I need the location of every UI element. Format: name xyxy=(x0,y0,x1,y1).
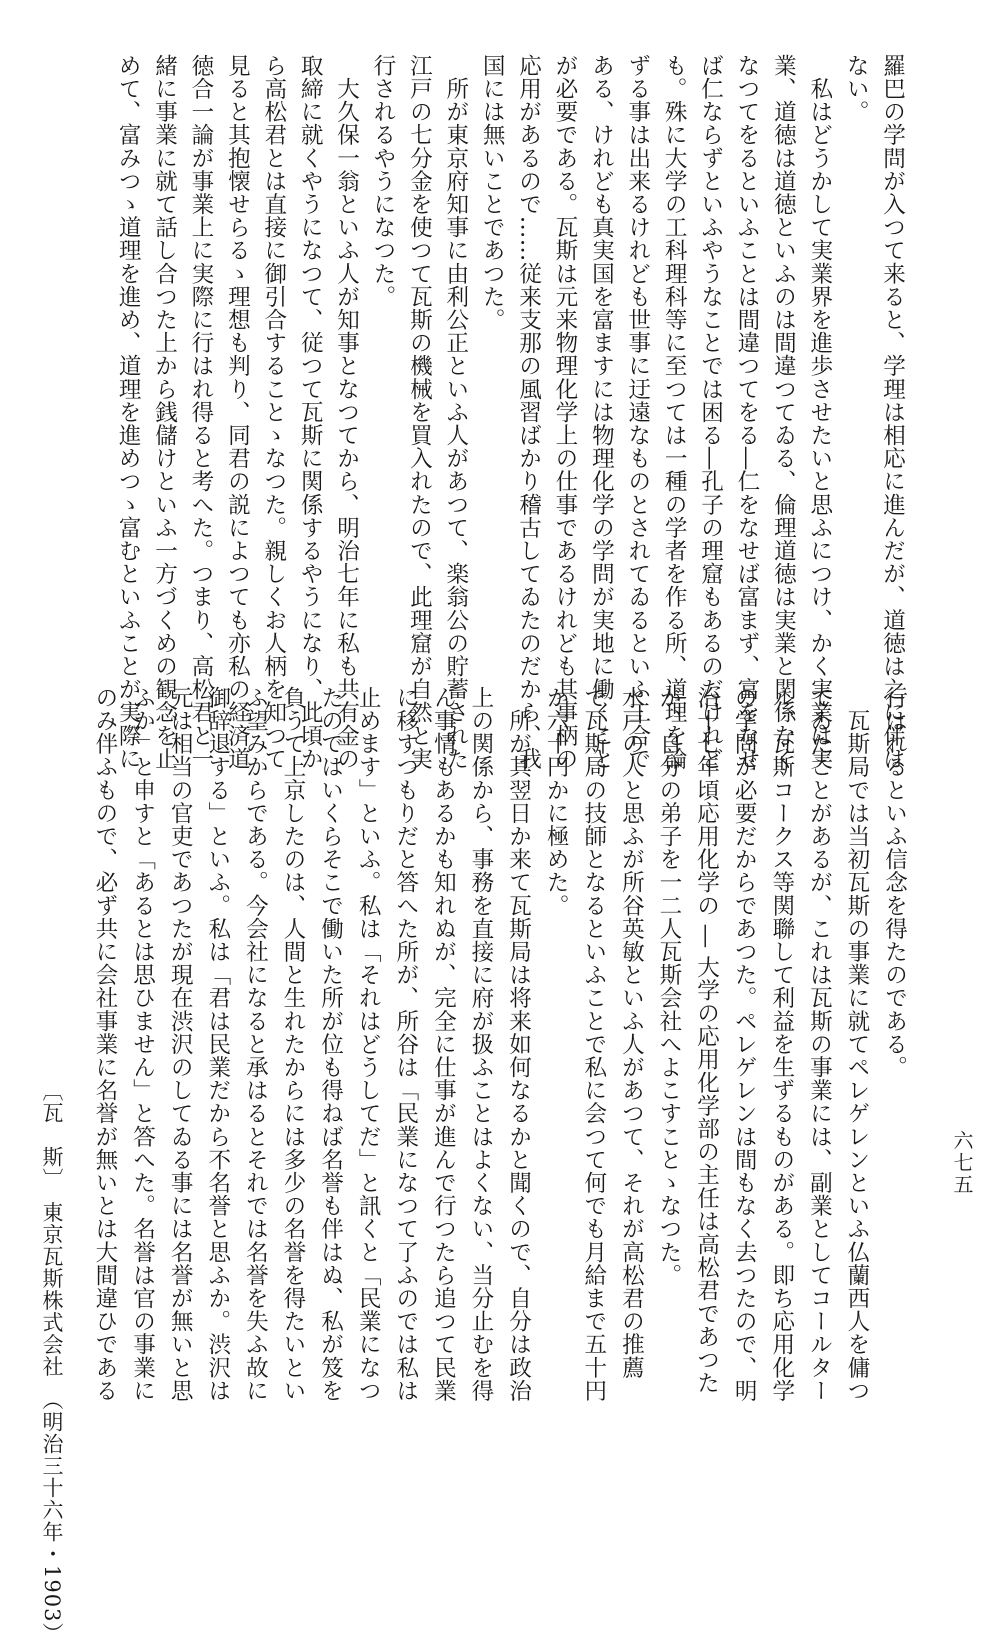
text-column: ふか」と申すと「あるとは思ひません」と答へた。名誉は官の事業に xyxy=(129,686,156,1403)
text-column: 治十七年頃応用化学の ― 大学の応用化学部の主任は高松君であつた xyxy=(693,686,720,1395)
text-column: 瓦斯局では当初瓦斯の事業に就てペレゲレンといふ仏蘭西人を傭つ xyxy=(843,686,870,1403)
text-column: ば仁ならずといふやうなことでは困る―孔子の理窟もあるのだけれど xyxy=(697,54,724,771)
text-column: 業、道徳は道徳といふのは間違つてゐる、倫理道徳は実業と関係なく xyxy=(770,54,797,771)
text-column: 上の関係から、事務を直接に府が扱ふことはよくない、当分止むを得 xyxy=(467,686,494,1403)
text-column: 元は相当の官吏であつたが現在渋沢のしてゐる事には名誉が無いと思 xyxy=(167,686,194,1403)
text-column: 応用があるので……従来支那の風習ばかり稽古してゐたのだから、我 xyxy=(515,54,542,771)
text-column: ある、けれども真実国を富ますには物理化学の学問が実地に働くこと xyxy=(588,54,615,771)
text-column: ん事情もあるかも知れぬが、完全に仕事が進んで行つたら追つて民業 xyxy=(430,686,457,1403)
text-column: 所が東京府知事に由利公正といふ人があつて、楽翁公の貯蓄された xyxy=(442,54,469,771)
text-column: 見ると其抱懐せらるゝ理想も判り、同君の説によつても亦私の経済道 xyxy=(224,54,251,771)
text-column: ない。 xyxy=(843,54,870,124)
text-column: ら高松君とは直接に御引合することゝなつた。親しくお人柄を知つて xyxy=(260,54,287,771)
text-column: たのではいくらそこで働いた所が位も得ねば名誉も伴はぬ、私が笈を xyxy=(317,686,344,1403)
text-column: ル、瓦斯コークス等関聯して利益を生ずるものがある。即ち応用化学 xyxy=(768,686,795,1403)
text-column: が、自分の弟子を一二人瓦斯会社へよこすことゝなつた。 xyxy=(655,686,682,1287)
text-column: 行はれるといふ信念を得たのである。 xyxy=(881,686,908,1079)
text-column: 江戸の七分金を使つて瓦斯の機械を買入れたので、此理窟が自然と実 xyxy=(406,54,433,771)
text-column: てゐたことがあるが、これは瓦斯の事業には、副業としてコールター xyxy=(806,686,833,1403)
text-column: の学問が必要だからであつた。ペレゲレンは間もなく去つたので、明 xyxy=(731,686,758,1403)
text-column: 徳合一論が事業上に実際に行はれ得ると考へた。つまり、高松君と一 xyxy=(187,54,214,771)
text-column: 大久保一翁といふ人が知事となつてから、明治七年に私も共有金の xyxy=(333,54,360,771)
text-column: 止めます」といふ。私は「それはどうしてだ」と訊くと「民業になつ xyxy=(355,686,382,1403)
text-column: 行されるやうになつた。 xyxy=(369,54,396,309)
text-column: 御辞退する」といふ。私は「君は民業だから不名誉と思ふか。渋沢は xyxy=(204,686,231,1403)
text-column: ふ望みからである。今会社になると承はるとそれでは名誉を失ふ故に xyxy=(242,686,269,1403)
text-column: 負うて上京したのは、人間と生れたからには多少の名誉を得たいとい xyxy=(279,686,306,1403)
text-column: めて、富みつゝ道理を進め、道理を進めつゝ富むといふことが実際に xyxy=(115,54,142,771)
text-column: で瓦斯局の技師となるといふことで私に会つて何でも月給まで五十円 xyxy=(580,686,607,1403)
text-column: 緒に事業に就て話し合つた上から銭儲けといふ一方づくめの観念を止 xyxy=(151,54,178,771)
text-column: も。殊に大学の工科理科等に至つては一種の学者を作る所、道理を論 xyxy=(661,54,688,771)
page-number: 六七五 xyxy=(950,1130,974,1196)
text-column: ずる事は出来るけれども世事に迂遠なものとされてゐるといふ工合で xyxy=(624,54,651,771)
text-column: 取締に就くやうになつて、従つて瓦斯に関係するやうになり、此頃か xyxy=(297,54,324,771)
text-column: 所が其翌日か来て瓦斯局は将来如何なるかと聞くので、自分は政治 xyxy=(505,686,532,1403)
text-column: に移すつもりだと答へた所が、所谷は「民業になつて了ふのでは私は xyxy=(392,686,419,1403)
text-column: が必要である。瓦斯は元来物理化学上の仕事であるけれども其事柄の xyxy=(551,54,578,771)
text-column: 国には無いことであつた。 xyxy=(479,54,506,332)
text-column: か六十円かに極めた。 xyxy=(543,686,570,917)
source-citation: 〔瓦 斯〕 東京瓦斯株式会社 （明治三十六年・1903） xyxy=(40,1080,64,1644)
text-column: 私はどうかして実業界を進歩させたいと思ふにつけ、かく実業は実 xyxy=(806,54,833,771)
text-column: のみ伴ふもので、必ず共に会社事業に名誉が無いとは大間違ひである xyxy=(91,686,118,1403)
text-column: なつてをるといふことは間違つてをる―仁をなせば富まず、富をなせ xyxy=(733,54,760,771)
text-column: 水戸の人と思ふが所谷英敏といふ人があつて、それが高松君の推薦 xyxy=(618,686,645,1379)
text-column: 羅巴の学問が入つて来ると、学理は相応に進んだが、道徳は之に伴は xyxy=(879,54,906,771)
